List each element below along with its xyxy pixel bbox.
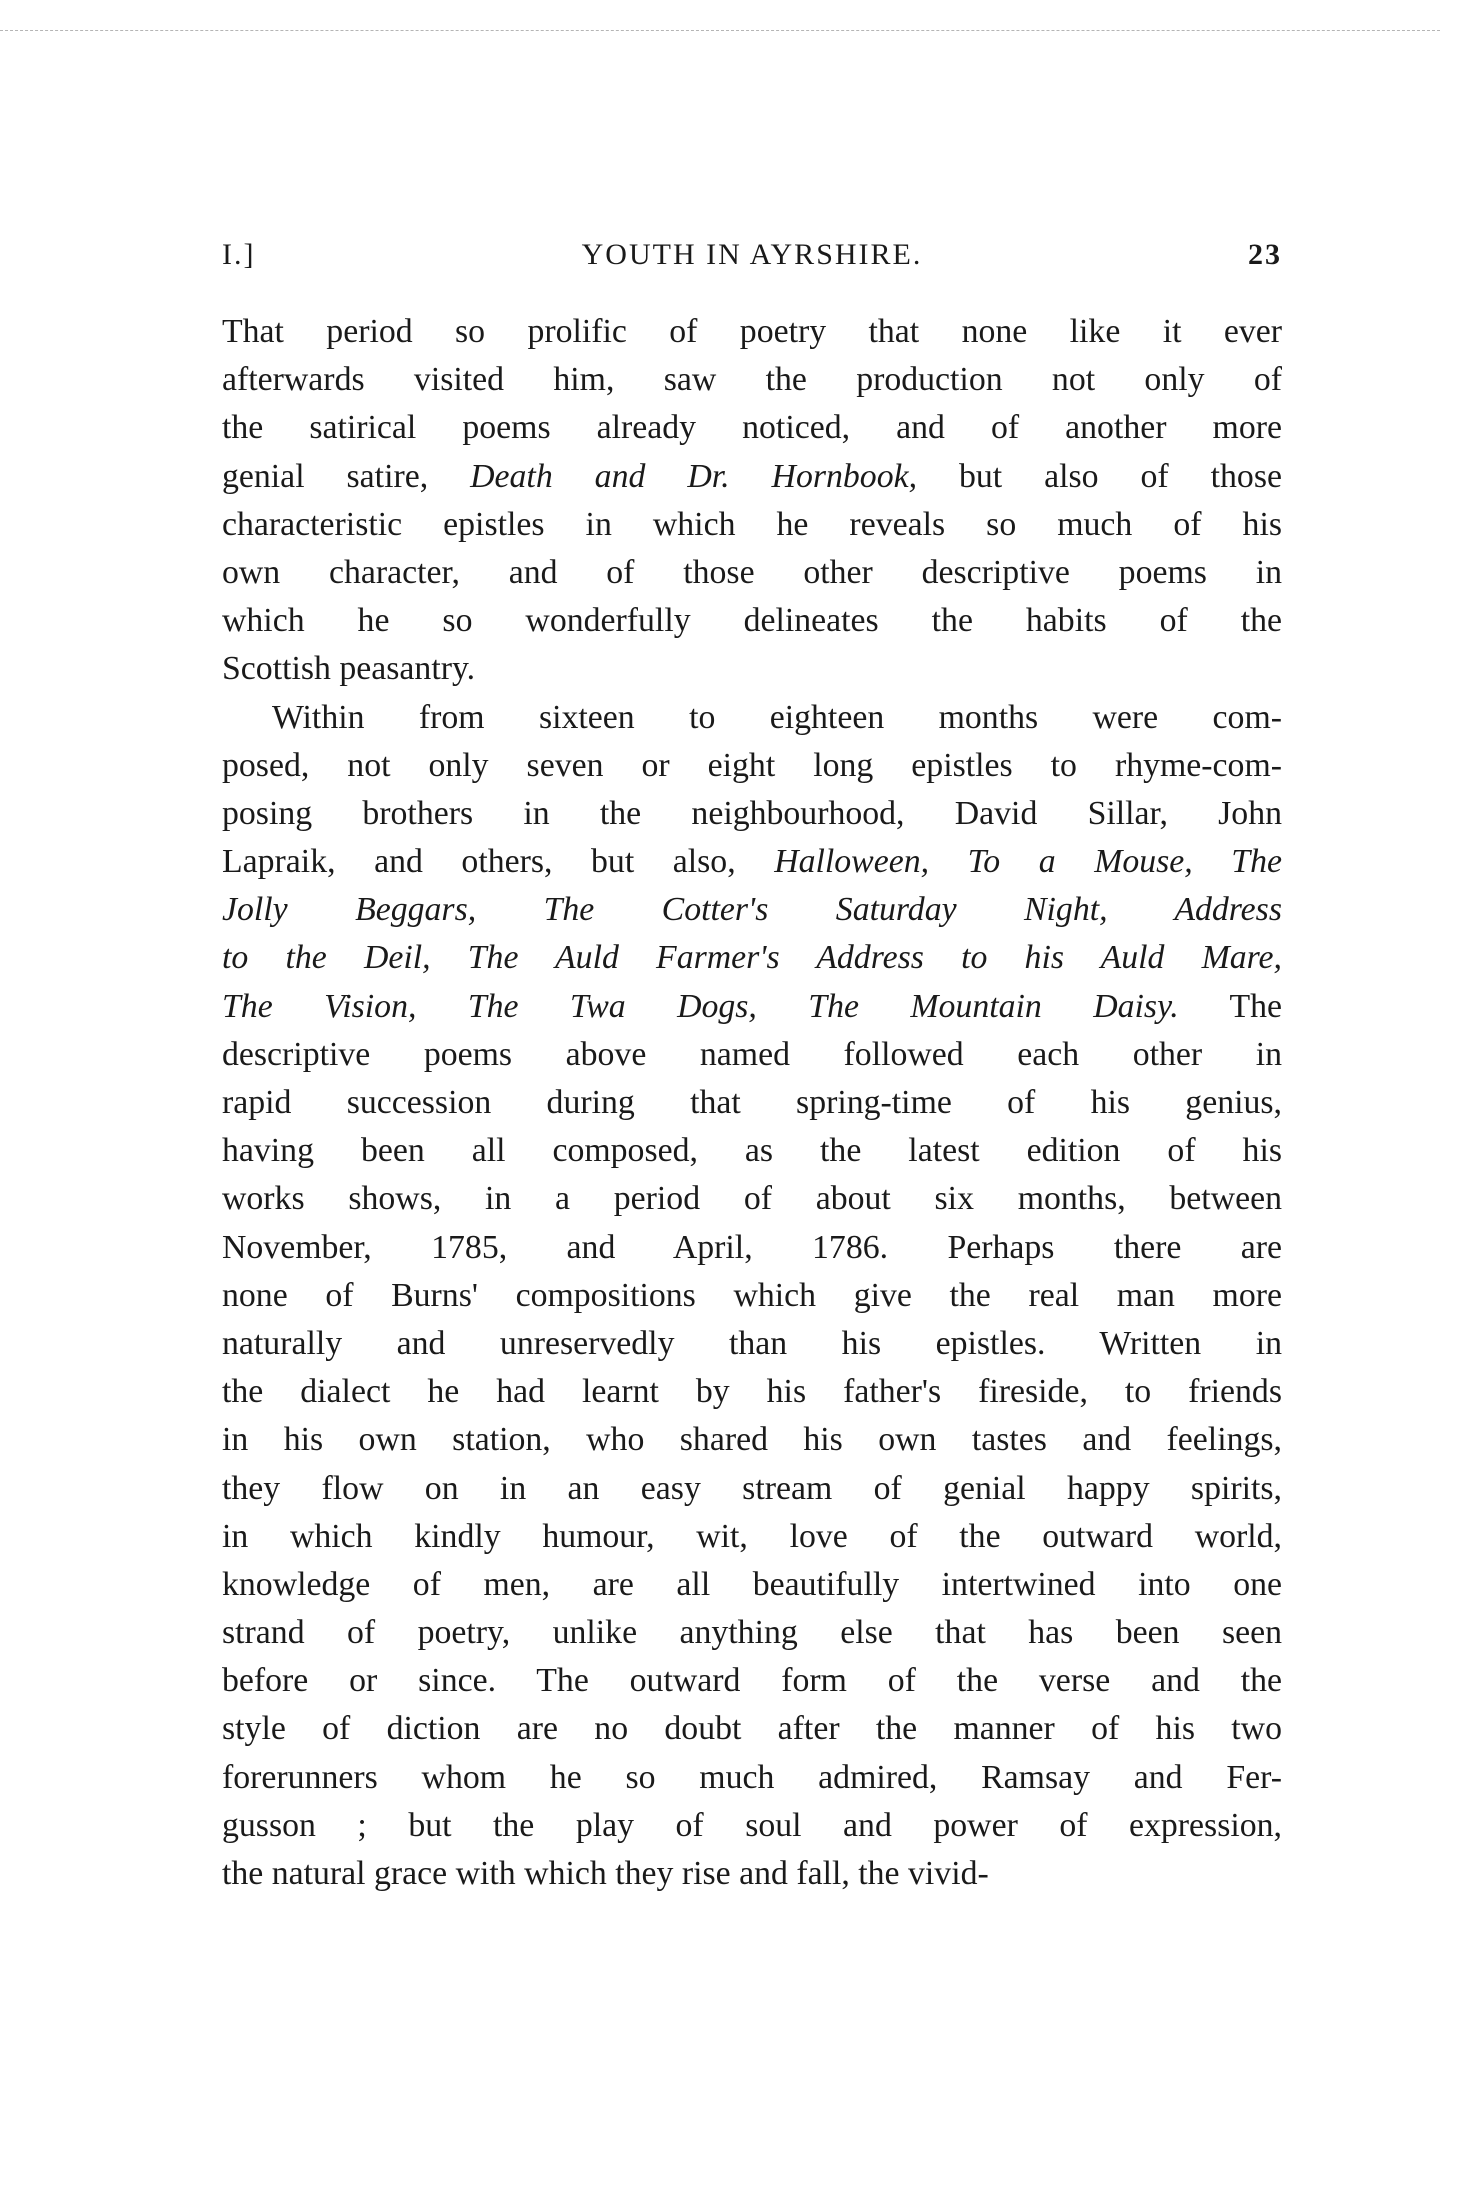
text-line: [222, 1127, 1282, 1175]
text-segment: in his own station, who shared his own tastes and feelings,: [222, 1421, 1282, 1459]
text-line: [222, 1079, 1282, 1127]
text-segment: before or since. The outward form of the verse and the: [222, 1662, 1282, 1700]
text-segment: which he so wonderfully delineates the habits of the: [222, 602, 1282, 640]
text-segment: Lapraik, and others, but also,: [222, 843, 775, 881]
text-line: [222, 983, 1282, 1031]
running-header: [222, 238, 1282, 288]
text-segment: gusson ; but the play of soul and power of expression,: [222, 1806, 1282, 1844]
chapter-marker: I.]: [222, 238, 256, 271]
text-segment: rapid succession during that spring-time of his genius,: [222, 1084, 1282, 1121]
text-line: [222, 838, 1282, 886]
text-segment: works shows, in a period of about six months, between: [222, 1180, 1282, 1218]
text-line: [222, 934, 1282, 982]
text-line: [222, 1754, 1282, 1802]
italic-title-segment: Death and Dr. Hornbook,: [470, 457, 918, 495]
text-line: [222, 404, 1282, 452]
text-line: [222, 1802, 1282, 1850]
text-segment: none of Burns' compositions which give the real man more: [222, 1276, 1282, 1314]
text-segment: the dialect he had learnt by his father's fireside, to friends: [222, 1373, 1282, 1411]
text-segment: but also of those: [917, 457, 1282, 495]
text-segment: in which kindly humour, wit, love of the outward world,: [222, 1517, 1282, 1555]
text-segment: strand of poetry, unlike anything else that has been seen: [222, 1614, 1282, 1652]
text-line: [222, 597, 1282, 645]
text-segment: posing brothers in the neighbourhood, David Sillar, John: [222, 794, 1282, 832]
text-line: [222, 1272, 1282, 1320]
text-line: [222, 308, 1282, 356]
text-segment: naturally and unreservedly than his epistles. Written in: [222, 1324, 1282, 1362]
text-segment: the satirical poems already noticed, and of another more: [222, 409, 1282, 447]
page-number: 23: [1248, 238, 1282, 271]
text-segment: forerunners whom he so much admired, Ramsay and Fer-: [222, 1758, 1282, 1796]
italic-title-segment: to the Deil, The Auld Farmer's Address to his Auld Mare,: [222, 939, 1282, 977]
text-line: [222, 1465, 1282, 1513]
text-line: [222, 1657, 1282, 1705]
text-segment: afterwards visited him, saw the production not only of: [222, 361, 1282, 399]
text-line: [222, 1561, 1282, 1609]
text-segment: Within from sixteen to eighteen months were com-: [272, 698, 1282, 736]
text-segment: genial satire,: [222, 457, 471, 495]
text-segment: style of diction are no doubt after the manner of his two: [222, 1710, 1282, 1748]
text-segment: own character, and of those other descriptive poems in: [222, 553, 1282, 591]
italic-title-segment: Halloween, To a Mouse, The: [774, 843, 1282, 881]
text-segment: Scottish peasantry.: [222, 650, 476, 688]
text-line: [222, 1368, 1282, 1416]
text-segment: characteristic epistles in which he reveals so much of his: [222, 505, 1282, 543]
text-line: [222, 1705, 1282, 1753]
text-segment: November, 1785, and April, 1786. Perhaps there are: [222, 1228, 1282, 1266]
text-segment: knowledge of men, are all beautifully intertwined into one: [222, 1565, 1282, 1603]
text-segment: having been all composed, as the latest edition of his: [222, 1132, 1282, 1170]
text-line: [222, 1416, 1282, 1464]
text-line: [222, 1175, 1282, 1223]
text-segment: they flow on in an easy stream of genial happy spirits,: [222, 1469, 1282, 1507]
body-text: [222, 308, 1282, 1898]
text-segment: posed, not only seven or eight long epistles to rhyme-com-: [222, 746, 1282, 784]
text-segment: That period so prolific of poetry that none like it ever: [222, 313, 1282, 350]
text-line: [222, 453, 1282, 501]
text-line: [222, 1031, 1282, 1079]
running-title: YOUTH IN AYRSHIRE.: [581, 238, 923, 271]
text-line: [222, 1609, 1282, 1657]
italic-title-segment: The Vision, The Twa Dogs, The Mountain Daisy.: [222, 987, 1179, 1025]
text-segment: descriptive poems above named followed each other in: [222, 1035, 1282, 1073]
text-line: [222, 1513, 1282, 1561]
text-line: [222, 501, 1282, 549]
text-line: [222, 549, 1282, 597]
text-segment: the natural grace with which they rise and fall, the vivid-: [222, 1855, 989, 1892]
text-line: [222, 790, 1282, 838]
text-line: [222, 886, 1282, 934]
text-line: [222, 742, 1282, 790]
text-line: [222, 1320, 1282, 1368]
text-line: [222, 1850, 1282, 1898]
text-line: [222, 645, 1282, 693]
text-line: [222, 356, 1282, 404]
top-border-rule: [0, 30, 1440, 31]
text-line: [222, 1224, 1282, 1272]
text-segment: The: [1178, 987, 1282, 1025]
paragraph: [222, 694, 1282, 1899]
paragraph: [222, 308, 1282, 694]
italic-title-segment: Jolly Beggars, The Cotter's Saturday Night, Address: [222, 891, 1282, 929]
text-line: [222, 694, 1282, 742]
